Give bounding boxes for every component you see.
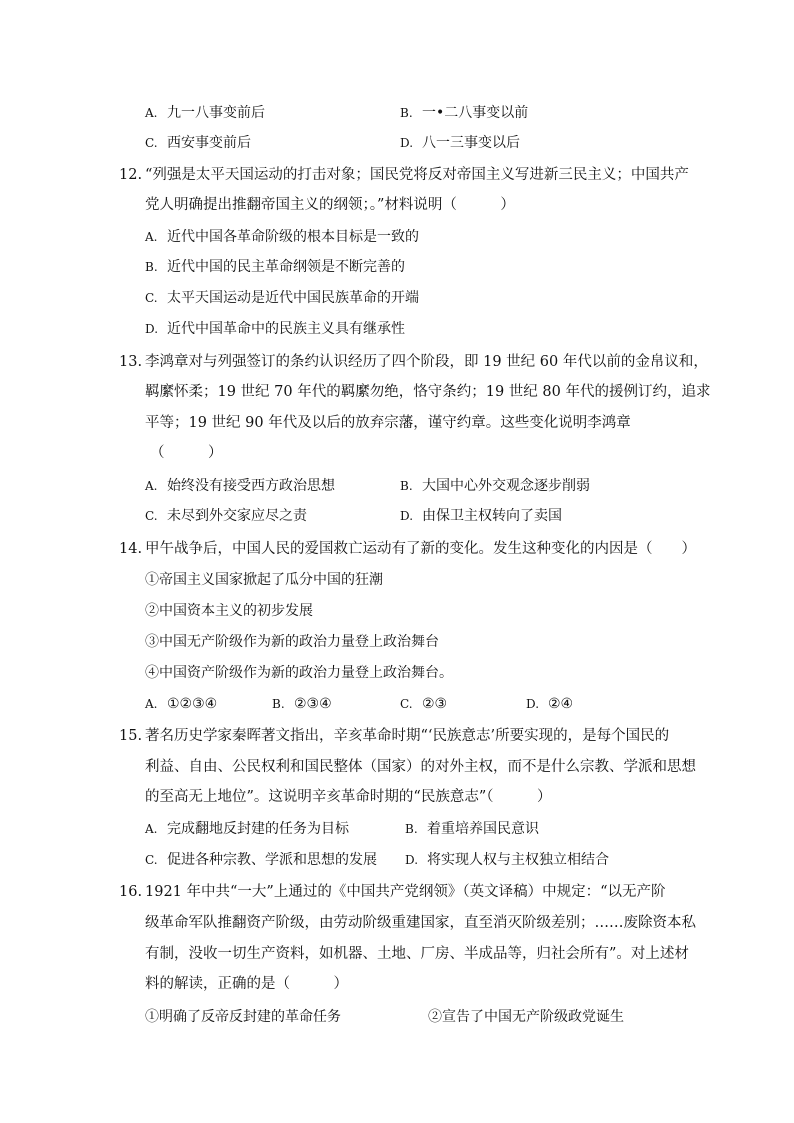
q13-option-c (145, 506, 307, 526)
q14-item-4: ④中国资产阶级作为新的政治力量登上政治舞台。 (145, 665, 453, 681)
q14-option-d (526, 694, 573, 714)
q16-stem-line4: 料的解读，正确的是（ ） (145, 976, 348, 992)
q11-option-a (145, 103, 265, 123)
option-text: 始终没有接受西方政治思想 (167, 478, 335, 494)
option-label: A. (145, 697, 158, 711)
option-text: 大国中心外交观念逐步削弱 (422, 478, 590, 494)
option-text: ②④ (548, 696, 574, 712)
q16-stem-line1: 1921 年中共“一大”上通过的《中国共产党纲领》（英文译稿）中规定：“以无产阶 (145, 884, 666, 900)
q12-option-b (145, 257, 405, 277)
q15-number: 15. (119, 728, 143, 744)
option-label: C. (145, 509, 158, 523)
option-text: 太平天国运动是近代中国民族革命的开端 (167, 290, 419, 306)
q13-option-a (145, 476, 335, 496)
option-text: ②③④ (294, 696, 332, 712)
q11-option-b (400, 103, 528, 123)
option-text: 促进各种宗教、学派和思想的发展 (167, 852, 377, 868)
option-label: D. (145, 322, 159, 336)
q14-stem-line1: 甲午战争后，中国人民的爱国救亡运动有了新的变化。发生这种变化的内因是（ ） (145, 541, 696, 557)
option-text: 近代中国革命中的民族主义具有继承性 (167, 321, 405, 337)
option-label: C. (400, 697, 413, 711)
option-label: D. (405, 853, 419, 867)
option-text: 未尽到外交家应尽之责 (167, 508, 307, 524)
option-label: A. (145, 230, 158, 244)
q12-option-c (145, 288, 419, 308)
q13-stem-line1: 李鸿章对与列强签订的条约认识经历了四个阶段，即 19 世纪 60 年代以前的金帛议和， (145, 354, 708, 370)
q14-option-a (145, 694, 217, 714)
option-label: B. (400, 106, 413, 120)
option-text: 由保卫主权转向了卖国 (422, 508, 562, 524)
q14-option-b (272, 694, 332, 714)
option-label: B. (272, 697, 285, 711)
option-text: 着重培养国民意识 (427, 821, 539, 837)
option-label: D. (526, 697, 540, 711)
q12-option-a (145, 227, 419, 247)
q15-option-b (405, 819, 539, 839)
q16-item-2: ②宣告了中国无产阶级政党诞生 (428, 1009, 624, 1025)
option-label: A. (145, 106, 158, 120)
option-text: 将实现人权与主权独立相结合 (427, 852, 609, 868)
q13-option-b (400, 476, 590, 496)
option-label: C. (145, 136, 158, 150)
q14-item-1: ①帝国主义国家掀起了瓜分中国的狂潮 (145, 572, 383, 588)
option-text: 八一三事变以后 (422, 135, 520, 151)
q14-item-3: ③中国无产阶级作为新的政治力量登上政治舞台 (145, 634, 439, 650)
q14-item-2: ②中国资本主义的初步发展 (145, 603, 313, 619)
q13-stem-line3: 平等；19 世纪 90 年代及以后的放弃宗藩，谨守约章。这些变化说明李鸿章 (145, 415, 631, 431)
option-text: 完成翻地反封建的任务为目标 (167, 821, 349, 837)
q14-option-c (400, 694, 447, 714)
q13-option-d (400, 506, 562, 526)
option-label: D. (400, 136, 414, 150)
q12-stem-line1: “列强是太平天国运动的打击对象；国民党将反对帝国主义写进新三民主义；中国共产 (145, 167, 689, 183)
q12-number: 12. (119, 167, 143, 183)
option-text: ②③ (422, 696, 448, 712)
option-label: B. (145, 260, 158, 274)
option-label: B. (400, 479, 413, 493)
option-text: ①②③④ (167, 696, 218, 712)
option-text: 九一八事变前后 (167, 105, 265, 121)
option-label: C. (145, 291, 158, 305)
q13-stem-line4: （ ） (150, 445, 223, 461)
q11-option-c (145, 133, 251, 153)
q12-option-d (145, 319, 405, 339)
option-label: D. (400, 509, 414, 523)
q16-number: 16. (119, 884, 143, 900)
q15-option-c (145, 850, 377, 870)
q11-option-d (400, 133, 520, 153)
option-label: A. (145, 479, 158, 493)
option-label: B. (405, 822, 418, 836)
q15-option-a (145, 819, 349, 839)
option-label: A. (145, 822, 158, 836)
q14-number: 14. (119, 541, 143, 557)
q16-item-1: ①明确了反帝反封建的革命任务 (145, 1009, 341, 1025)
q15-option-d (405, 850, 609, 870)
q15-stem-line3: 的至高无上地位”。这说明辛亥革命时期的“民族意志”（ ） (145, 789, 552, 805)
q15-stem-line2: 利益、自由、公民权利和国民整体（国家）的对外主权，而不是什么宗教、学派和思想 (145, 759, 696, 775)
q12-stem-line2: 党人明确提出推翻帝国主义的纲领；。”材料说明（ ） (145, 197, 515, 213)
q16-stem-line2: 级革命军队推翻资产阶级，由劳动阶级重建国家，直至消灭阶级差别；……废除资本私 (145, 915, 696, 931)
option-text: 一•二八事变以前 (422, 105, 529, 121)
option-label: C. (145, 853, 158, 867)
q16-stem-line3: 有制，没收一切生产资料，如机器、土地、厂房、半成品等，归社会所有”。对上述材 (145, 946, 689, 962)
q13-stem-line2: 羁縻怀柔；19 世纪 70 年代的羁縻勿绝，恪守条约；19 世纪 80 年代的援例订约，追求 (145, 384, 711, 400)
q15-stem-line1: 著名历史学家秦晖著文指出，辛亥革命时期“‘民族意志’所要实现的，是每个国民的 (145, 728, 670, 744)
q13-number: 13. (119, 354, 143, 370)
option-text: 西安事变前后 (167, 135, 251, 151)
option-text: 近代中国的民主革命纲领是不断完善的 (167, 259, 405, 275)
option-text: 近代中国各革命阶级的根本目标是一致的 (167, 229, 419, 245)
